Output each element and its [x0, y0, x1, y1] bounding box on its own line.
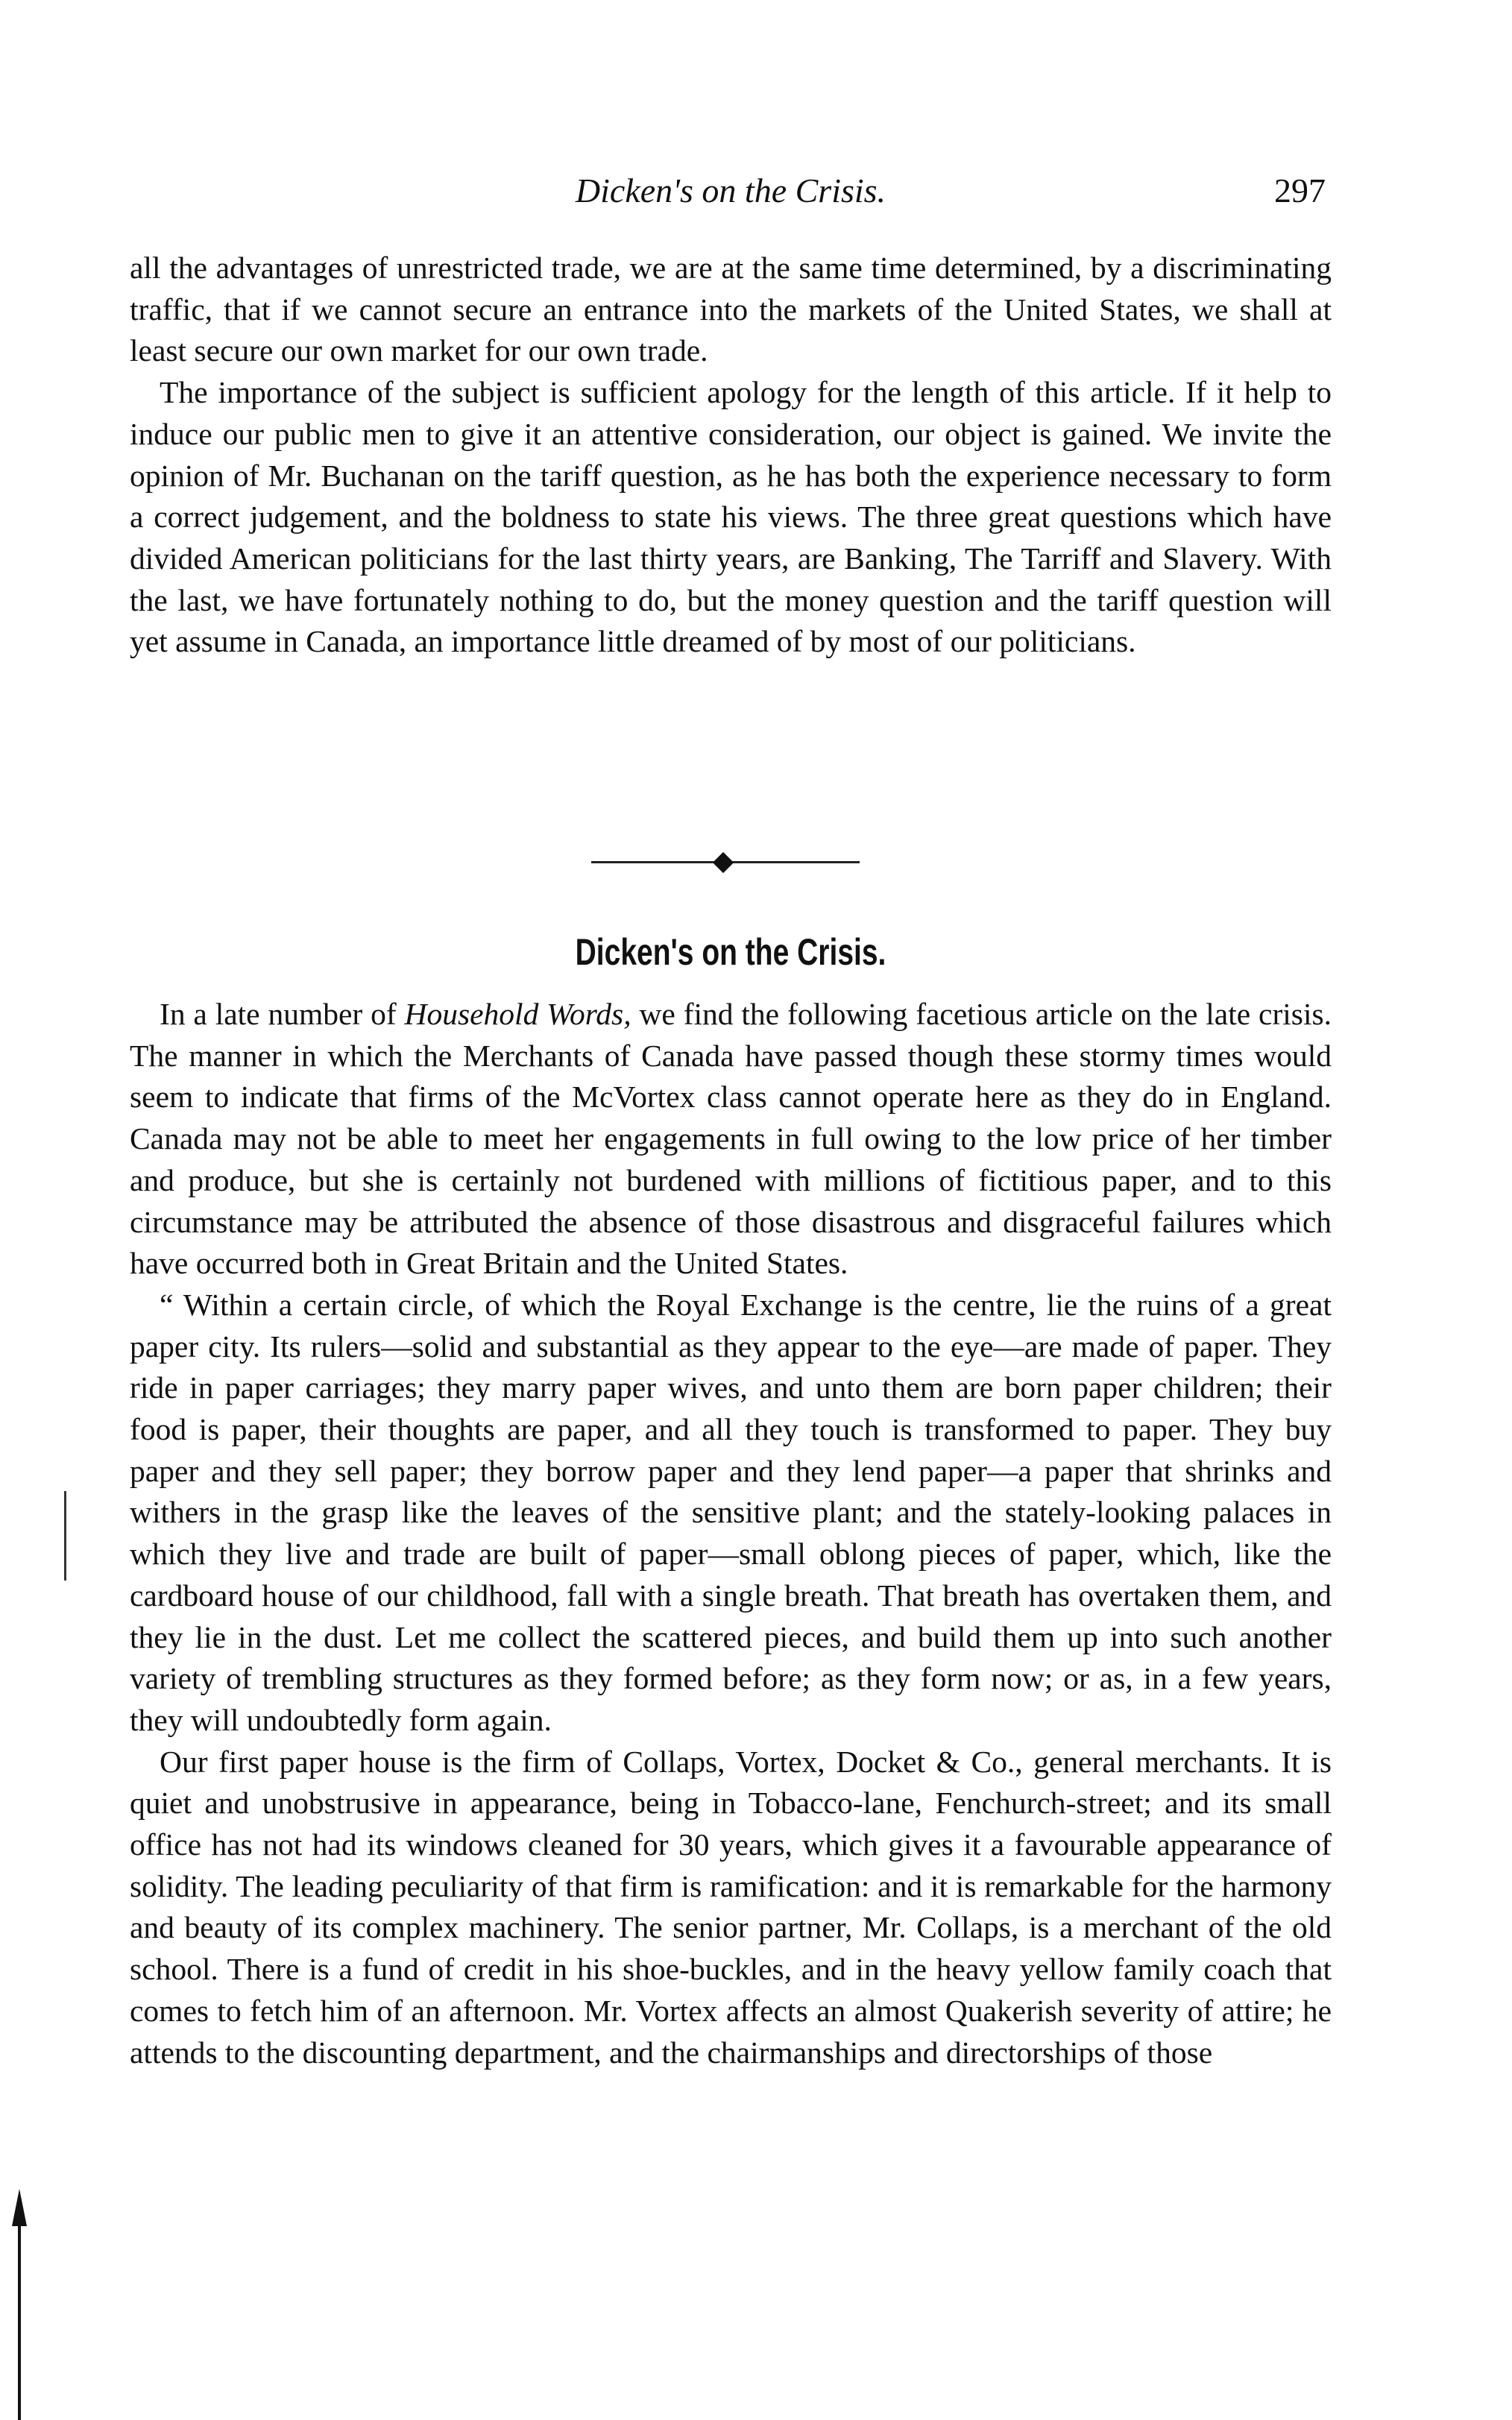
running-head-title: Dicken's on the Crisis. [575, 171, 886, 209]
margin-pencil-mark [64, 1491, 66, 1581]
quoted-paragraph: “ Within a certain circle, of which the Royal Exchange is the centre, lie the ruins of a great paper city. Its rulers—solid and substantial as they appear to the eye—are made of paper. They ride in paper carriages; they marry paper wives, and unto them are born paper children; their food is paper, their thoughts are paper, and all they touch is transformed to paper. They buy paper and they sell paper; they borrow paper and they lend paper—a paper that shrinks and withers in the grasp like the leaves of the sensitive plant; and the stately-looking palaces in which they live and trade are built of paper—small oblong pieces of paper, which, like the cardboard house of our childhood, fall with a single breath. That breath has overtaken them, and they lie in the dust. Let me collect the scattered pieces, and build them up into such another variety of trembling structures as they formed before; as they form now; or as, in a few years, they will undoubtedly form again. [130, 1287, 1332, 1737]
intro-paragraph [130, 994, 1332, 1285]
intro-text-before: In a late number of [160, 997, 405, 1031]
publication-title: Household Words, [404, 997, 631, 1031]
paragraph: The importance of the subject is sufficient apology for the length of this article. If it help to induce our public men to give it an attentive consideration, our object is gained. We invite the opinion of Mr. Buchanan on the tariff question, as he has both the experience necessary to form a correct judgement, and the boldness to state his views. The three great questions which have divided American politicians for the last thirty years, are Banking, The Tarriff and Slavery. With the last, we have fortunately nothing to do, but the money question and the tariff question will yet assume in Canada, an importance little dreamed of by most of our politicians. [130, 375, 1332, 659]
article-title: Dicken's on the Crisis. [575, 931, 886, 973]
continued-article-text [130, 248, 1332, 663]
article-text [130, 994, 1332, 2073]
paragraph: Our first paper house is the firm of Collaps, Vortex, Docket & Co., general merchants. It is quiet and unobstrusive in appearance, being in Tobacco-lane, Fenchurch-street; and its small office has not had its windows cleaned for 30 years, which gives it a favourable appearance of solidity. The leading peculiarity of that firm is ramification: and it is remarkable for the harmony and beauty of its complex machinery. The senior partner, Mr. Collaps, is a merchant of the old school. There is a fund of credit in his shoe-buckles, and in the heavy yellow family coach that comes to fetch him of an afternoon. Mr. Vortex affects an almost Quakerish severity of attire; he attends to the discounting department, and the chairmanships and directorships of those [130, 1744, 1332, 2070]
divider-ornament-icon [713, 852, 734, 873]
intro-text-after: we find the following facetious article on the late crisis. The manner in which the Merchants of Canada have passed though these stormy times would seem to indicate that firms of the McVortex class cannot operate here as they do in England. Canada may not be able to meet her engagements in full owing to the low price of her timber and produce, but she is certainly not burdened with millions of fictitious paper, and to this circumstance may be attributed the absence of those disastrous and disgraceful failures which have occurred both in Great Britain and the United States. [130, 997, 1332, 1281]
running-head [130, 168, 1332, 213]
page-number: 297 [1274, 171, 1326, 209]
paragraph: all the advantages of unrestricted trade, we are at the same time determined, by a discriminating traffic, that if we cannot secure an entrance into the markets of the United States, we shall at least secure our own market for our own trade. [130, 250, 1332, 368]
binding-arrow-icon [10, 2189, 28, 2420]
